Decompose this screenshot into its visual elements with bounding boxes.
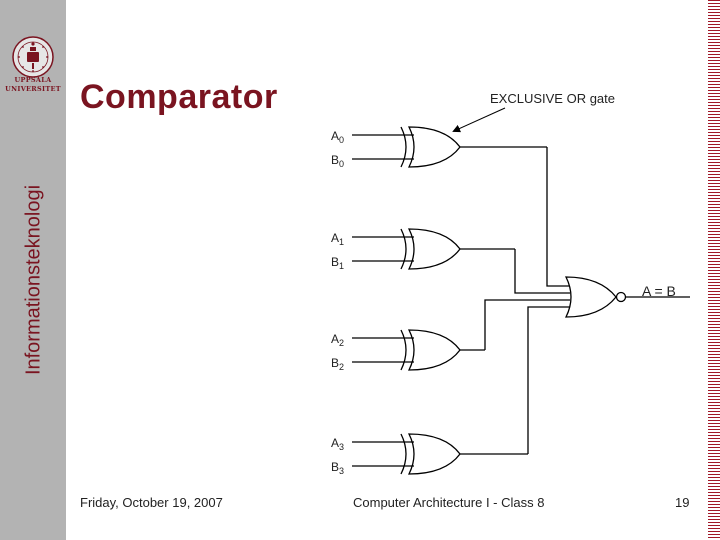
xor-gate-2 <box>352 330 485 370</box>
xor-gate-3 <box>352 434 528 474</box>
department-label-container <box>0 0 66 540</box>
input-label-a2: $A_2$ <box>331 332 345 348</box>
page-number: 19 <box>675 495 690 510</box>
annotation-arrow <box>454 108 505 131</box>
input-label-b2: $B_2$ <box>331 356 345 372</box>
sidebar <box>0 0 66 540</box>
input-label-a3: $A_3$ <box>331 436 345 452</box>
input-label-b3: $B_3$ <box>331 460 345 476</box>
input-label-b1: $B_1$ <box>331 255 345 271</box>
slide-title: Comparator <box>80 78 278 116</box>
input-label-a0: $A_0$ <box>331 129 345 145</box>
footer-course: Computer Architecture I - Class 8 <box>353 495 545 510</box>
output-label: A = B <box>642 283 676 299</box>
university-name-line-2: UNIVERSITET <box>5 85 61 93</box>
department-label: Informationsteknologi <box>22 184 45 376</box>
comparator-circuit-diagram <box>300 80 710 490</box>
university-name-line-1: UPPSALA <box>14 76 52 84</box>
input-label-b0: $B_0$ <box>331 153 345 169</box>
input-label-a1: $A_1$ <box>331 231 345 247</box>
routing-wires <box>485 147 570 454</box>
footer-date: Friday, October 19, 2007 <box>80 495 223 510</box>
xor-annotation: EXCLUSIVE OR gate <box>490 91 615 106</box>
xor-gate-1 <box>352 229 515 269</box>
xor-gate-0 <box>352 127 547 167</box>
